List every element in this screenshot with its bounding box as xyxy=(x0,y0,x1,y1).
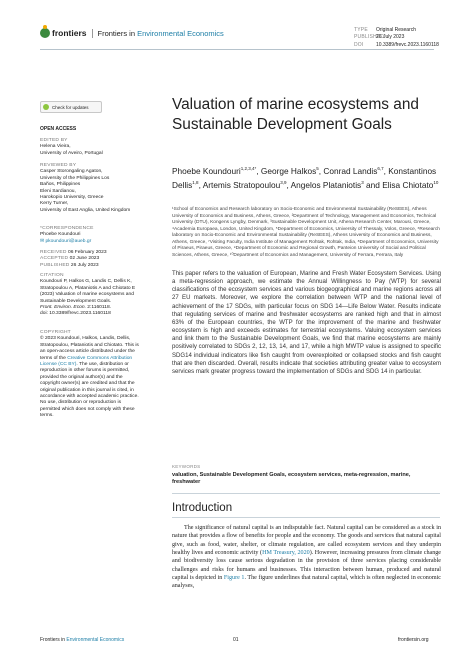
frontiers-logo-icon xyxy=(40,28,50,38)
footer-journal: Frontiers in Environmental Economics xyxy=(40,637,125,643)
author[interactable]: Phoebe Koundouri xyxy=(172,165,241,176)
citation: CITATION Koundouri P, Halkos G, Landis C, Dellis K, Stratopoulou A, Plataniotis A and Chiotato E (2023) Valuation of marine ecosystems and Sustainable Development Goals. Front. Environ. Econ. 2:1160118. doi: 10.3389/frevc.2023.1160118 xyxy=(40,273,136,317)
edited-by: EDITED BY Helena Vieira, University of Aveiro, Portugal xyxy=(40,138,103,156)
author[interactable]: Artemis Stratopoulou xyxy=(202,179,281,190)
author-list: Phoebe Koundouri$^{1,2,3,4*}$, George Halkos$^5$, Conrad Landis$^{6,7}$, Konstantinos Dellis$^{1,8}$, Artemis Stratopoulou$^{3,9}$, Angelos Plataniotis$^3$ and Elisa Chiotato$^{10}$ xyxy=(172,165,439,190)
header-rule xyxy=(40,49,434,50)
journal-title: Frontiers in Environmental Economics xyxy=(97,28,224,38)
article-meta: TYPE Original Research PUBLISHED26 July 2023 DOI 10.3389/frevc.2023.1160118 xyxy=(354,27,439,48)
author[interactable]: George Halkos xyxy=(260,165,317,176)
license-link[interactable]: Creative Commons Attribution xyxy=(67,355,133,361)
header-divider xyxy=(92,29,93,38)
introduction-text: The significance of natural capital is an indisputable fact. Natural capital can be considered as a stock in nature that provides a flow of benefits for people and the economy. The goods and services that natural capital give, such as food, water, shelter, or climate regulation, are called ecosystem services and they underpin healthy lives and economic activity (HM Treasury, 2020). However, increasing pressures from climate change and biodiversity loss cause serious degradation in the provision of three services placing considerable challenges and risks for humans and businesses. This interaction between human, produced and natural capital is depicted in Figure 1. The figure underlines that natural capital, which is often neglected in economic analyses, xyxy=(172,525,442,590)
article-title: Valuation of marine ecosystems and Sustainable Development Goals xyxy=(172,96,419,133)
check-updates-icon xyxy=(43,104,49,110)
reference-link[interactable]: HM Treasury, 2020 xyxy=(262,550,310,557)
email-link[interactable]: ✉ pkoundouri@aueb.gr xyxy=(40,238,92,244)
figure-link[interactable]: Figure 1 xyxy=(223,575,245,582)
author[interactable]: Conrad Landis xyxy=(323,165,378,176)
correspondence: *CORRESPONDENCE Phoebe Koundouri ✉ pkoundouri@aueb.gr xyxy=(40,226,150,245)
introduction-rule xyxy=(172,517,440,518)
footer-site-link[interactable]: frontiersin.org xyxy=(398,637,429,643)
journal-header xyxy=(40,28,224,38)
doi-link[interactable]: 10.3389/frevc.2023.1160118 xyxy=(376,41,439,48)
introduction-heading: Introduction xyxy=(172,502,233,514)
author[interactable]: Konstantinos Dellis xyxy=(172,165,437,190)
affiliations: ¹School of Economics and Research laboratory on Socio-Economic and Environmental Sustainability (ReSEES), Athens University of Economics and Business, Athens, Greece, ²Department of Technology, Management and Economics, Technical University (DTU), Kongens Lyngby, Denmark, ³Sustainable Development Unit, Athena Research Center, Marousi, Greece, ⁴Academia Europaea, London, United Kingdom, ⁵Department of Economics, University of Thessaly, Volos, Greece, ⁶Research laboratory on Socio-Economic and Environmental Sustainability (ReSEES), Athens University of Economics and Business, Athens, Greece, ⁷Visiting Faculty, India Institute of Management Rohtak, Rohtak, India, ⁸Department of Economics, University of Piraeus, Piraeus, Greece, ⁹Department of Economic and Regional Growth, Panteion University of Social and Political Sciences, Athens, Greece, ¹⁰Department of Economics and Management, University of Ferrara, Ferrara, Italy xyxy=(172,207,440,258)
copyright: COPYRIGHT © 2023 Koundouri, Halkos, Landis, Dellis, Stratopoulou, Plataniotis and Chiotato. This is an open-access article distributed under the terms of the Creative Commons Attribution License (CC BY). The use, distribution or reproduction in other forums is permitted, provided the original author(s) and the copyright owner(s) are credited and that the original publication in this journal is cited, in accordance with accepted academic practice. No use, distribution or reproduction is permitted which does not comply with these terms. xyxy=(40,330,139,419)
keywords-rule xyxy=(172,493,440,494)
author[interactable]: Angelos Plataniotis xyxy=(290,179,362,190)
brand-name: frontiers xyxy=(52,28,87,38)
keywords-label: KEYWORDS xyxy=(172,464,201,469)
abstract: This paper refers to the valuation of European, Marine and Fresh Water Ecosystem Services. Using a meta-regression approach, we estimate the Annual Willingness to Pay (WTP) for several classifications of the ecosystem services and various biogeographical and marine regions across all 27 EU markets. Moreover, we explore the correlation between WTP and the national level of achievement of the 17 SDGs, with particular focus on SDG 14—Life Below Water. Results indicate that regulating services of marine and freshwater ecosystems are ranked high and that in almost 63% of the European countries, the WTP for the improvement of the marine and freshwater ecosystem is high and exceeds estimates for terrestrial ecosystems. Valuing ecosystem services and link them to the Sustainable Development Goals, we find that marine ecosystems are mainly positively correlated to SDGs 2, 12, 13, 14, and 17, while a high MWTP value is assigned to specific SDG14 individual indicators like fish caught from overexploited or collapsed stocks and fish caught that are then discarded. Overall, results indicate that societies attributing greater value to ecosystem services mark greater progress toward the implementation of SDGs and SDG 14 in particular. xyxy=(172,271,441,375)
check-for-updates-button[interactable]: Check for updates xyxy=(40,101,102,113)
author[interactable]: Elisa Chiotato xyxy=(382,179,434,190)
reviewed-by: REVIEWED BY Casper Storongaling Agaton, University of the Philippines Los Baños, Philippines Eleni Sardianou, Harokopio University, Greece Kerry Turner, University of East Anglia, United Kingdom xyxy=(40,163,131,213)
keywords: valuation, Sustainable Development Goals, ecosystem services, meta-regression, marine, freshwater xyxy=(172,472,411,486)
page-number: 01 xyxy=(233,637,239,643)
article-dates: RECEIVED 06 February 2023 ACCEPTED 02 June 2023 PUBLISHED 26 July 2023 xyxy=(40,250,107,268)
open-access-label: OPEN ACCESS xyxy=(40,126,77,132)
license-link-cont[interactable]: License (CC BY) xyxy=(40,362,77,368)
